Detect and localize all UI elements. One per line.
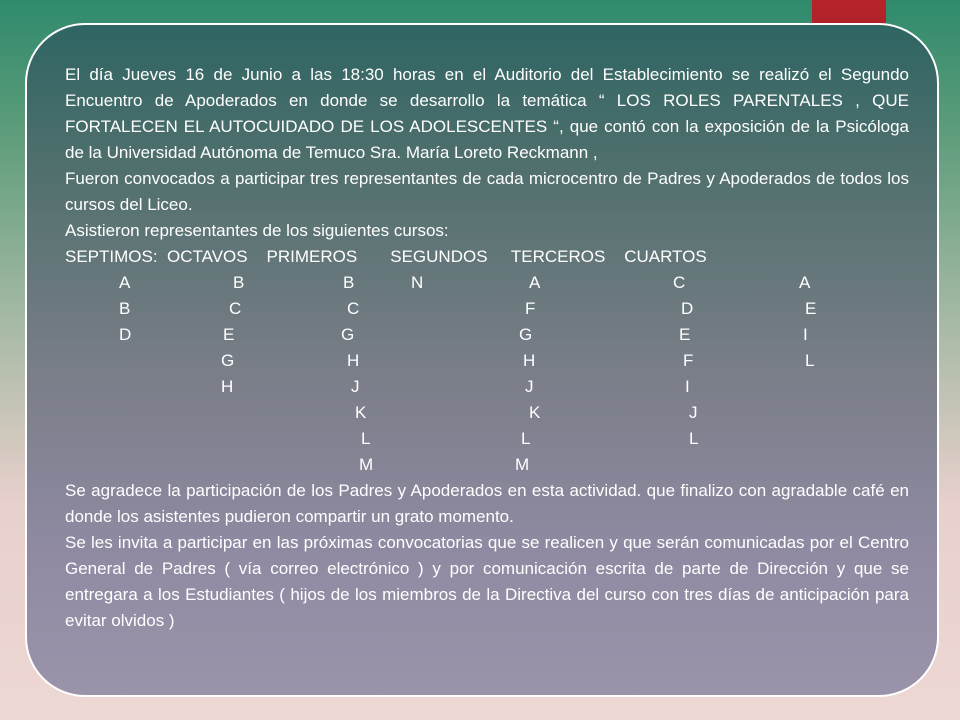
course-cell: N (411, 273, 424, 292)
content-panel (25, 23, 939, 697)
course-cell: H (347, 351, 360, 370)
paragraph-invitation: Se les invita a participar en las próximas convocatorias que se realicen y que serán comunicadas por el Centro General de Padres ( vía correo electrónico ) y por comunicación escrita de parte de Dirección y que se entregara a los Estudiantes ( hijos de los miembros de la Directiva del curso con tres días de anticipación para evitar olvidos ) (65, 533, 909, 630)
course-cell: J (525, 377, 534, 396)
course-cell: E (805, 299, 817, 318)
course-cell: D (681, 299, 694, 318)
course-cell: B (119, 299, 131, 318)
course-cell: L (521, 429, 531, 448)
paragraph-convocation: Fueron convocados a participar tres representantes de cada microcentro de Padres y Apoderados de todos los cursos del Liceo. (65, 169, 909, 214)
document-text (65, 62, 909, 634)
course-cell: A (799, 273, 811, 292)
course-cell: C (347, 299, 360, 318)
course-cell: L (689, 429, 699, 448)
course-cell: M (359, 455, 374, 474)
course-cell: L (361, 429, 371, 448)
courses-grid (65, 270, 909, 478)
course-cell: E (223, 325, 235, 344)
paragraph-intro: El día Jueves 16 de Junio a las 18:30 horas en el Auditorio del Establecimiento se realizó el Segundo Encuentro de Apoderados en donde se desarrollo la temática “ LOS ROLES PARENTALES , QUE FORTALECEN EL AUTOCUIDADO DE LOS ADOLESCENTES “, que contó con la exposición de la Psicóloga de la Universidad Autónoma de Temuco Sra. María Loreto Reckmann , (65, 65, 909, 162)
course-cell: I (685, 377, 690, 396)
course-cell: G (221, 351, 235, 370)
course-cell: E (679, 325, 691, 344)
course-cell: J (351, 377, 360, 396)
course-cell: F (525, 299, 536, 318)
paragraph-thanks: Se agradece la participación de los Padres y Apoderados en esta actividad. que finalizo con agradable café en donde los asistentes pudieron compartir un grato momento. (65, 481, 909, 526)
course-cell: H (221, 377, 234, 396)
paragraph-attendance: Asistieron representantes de los siguientes cursos: (65, 221, 449, 240)
course-cell: K (529, 403, 541, 422)
course-cell: A (119, 273, 131, 292)
course-cell: C (229, 299, 242, 318)
course-cell: C (673, 273, 686, 292)
course-cell: M (515, 455, 530, 474)
course-cell: K (355, 403, 367, 422)
course-cell: L (805, 351, 815, 370)
course-cell: A (529, 273, 541, 292)
course-cell: G (519, 325, 533, 344)
course-cell: G (341, 325, 355, 344)
course-cell: B (343, 273, 355, 292)
course-cell: B (233, 273, 245, 292)
course-cell: I (803, 325, 808, 344)
course-cell: H (523, 351, 536, 370)
course-cell: D (119, 325, 132, 344)
course-cell: J (689, 403, 698, 422)
courses-header: SEPTIMOS: OCTAVOS PRIMEROS SEGUNDOS TERCEROS CUARTOS (65, 247, 707, 266)
course-cell: F (683, 351, 694, 370)
